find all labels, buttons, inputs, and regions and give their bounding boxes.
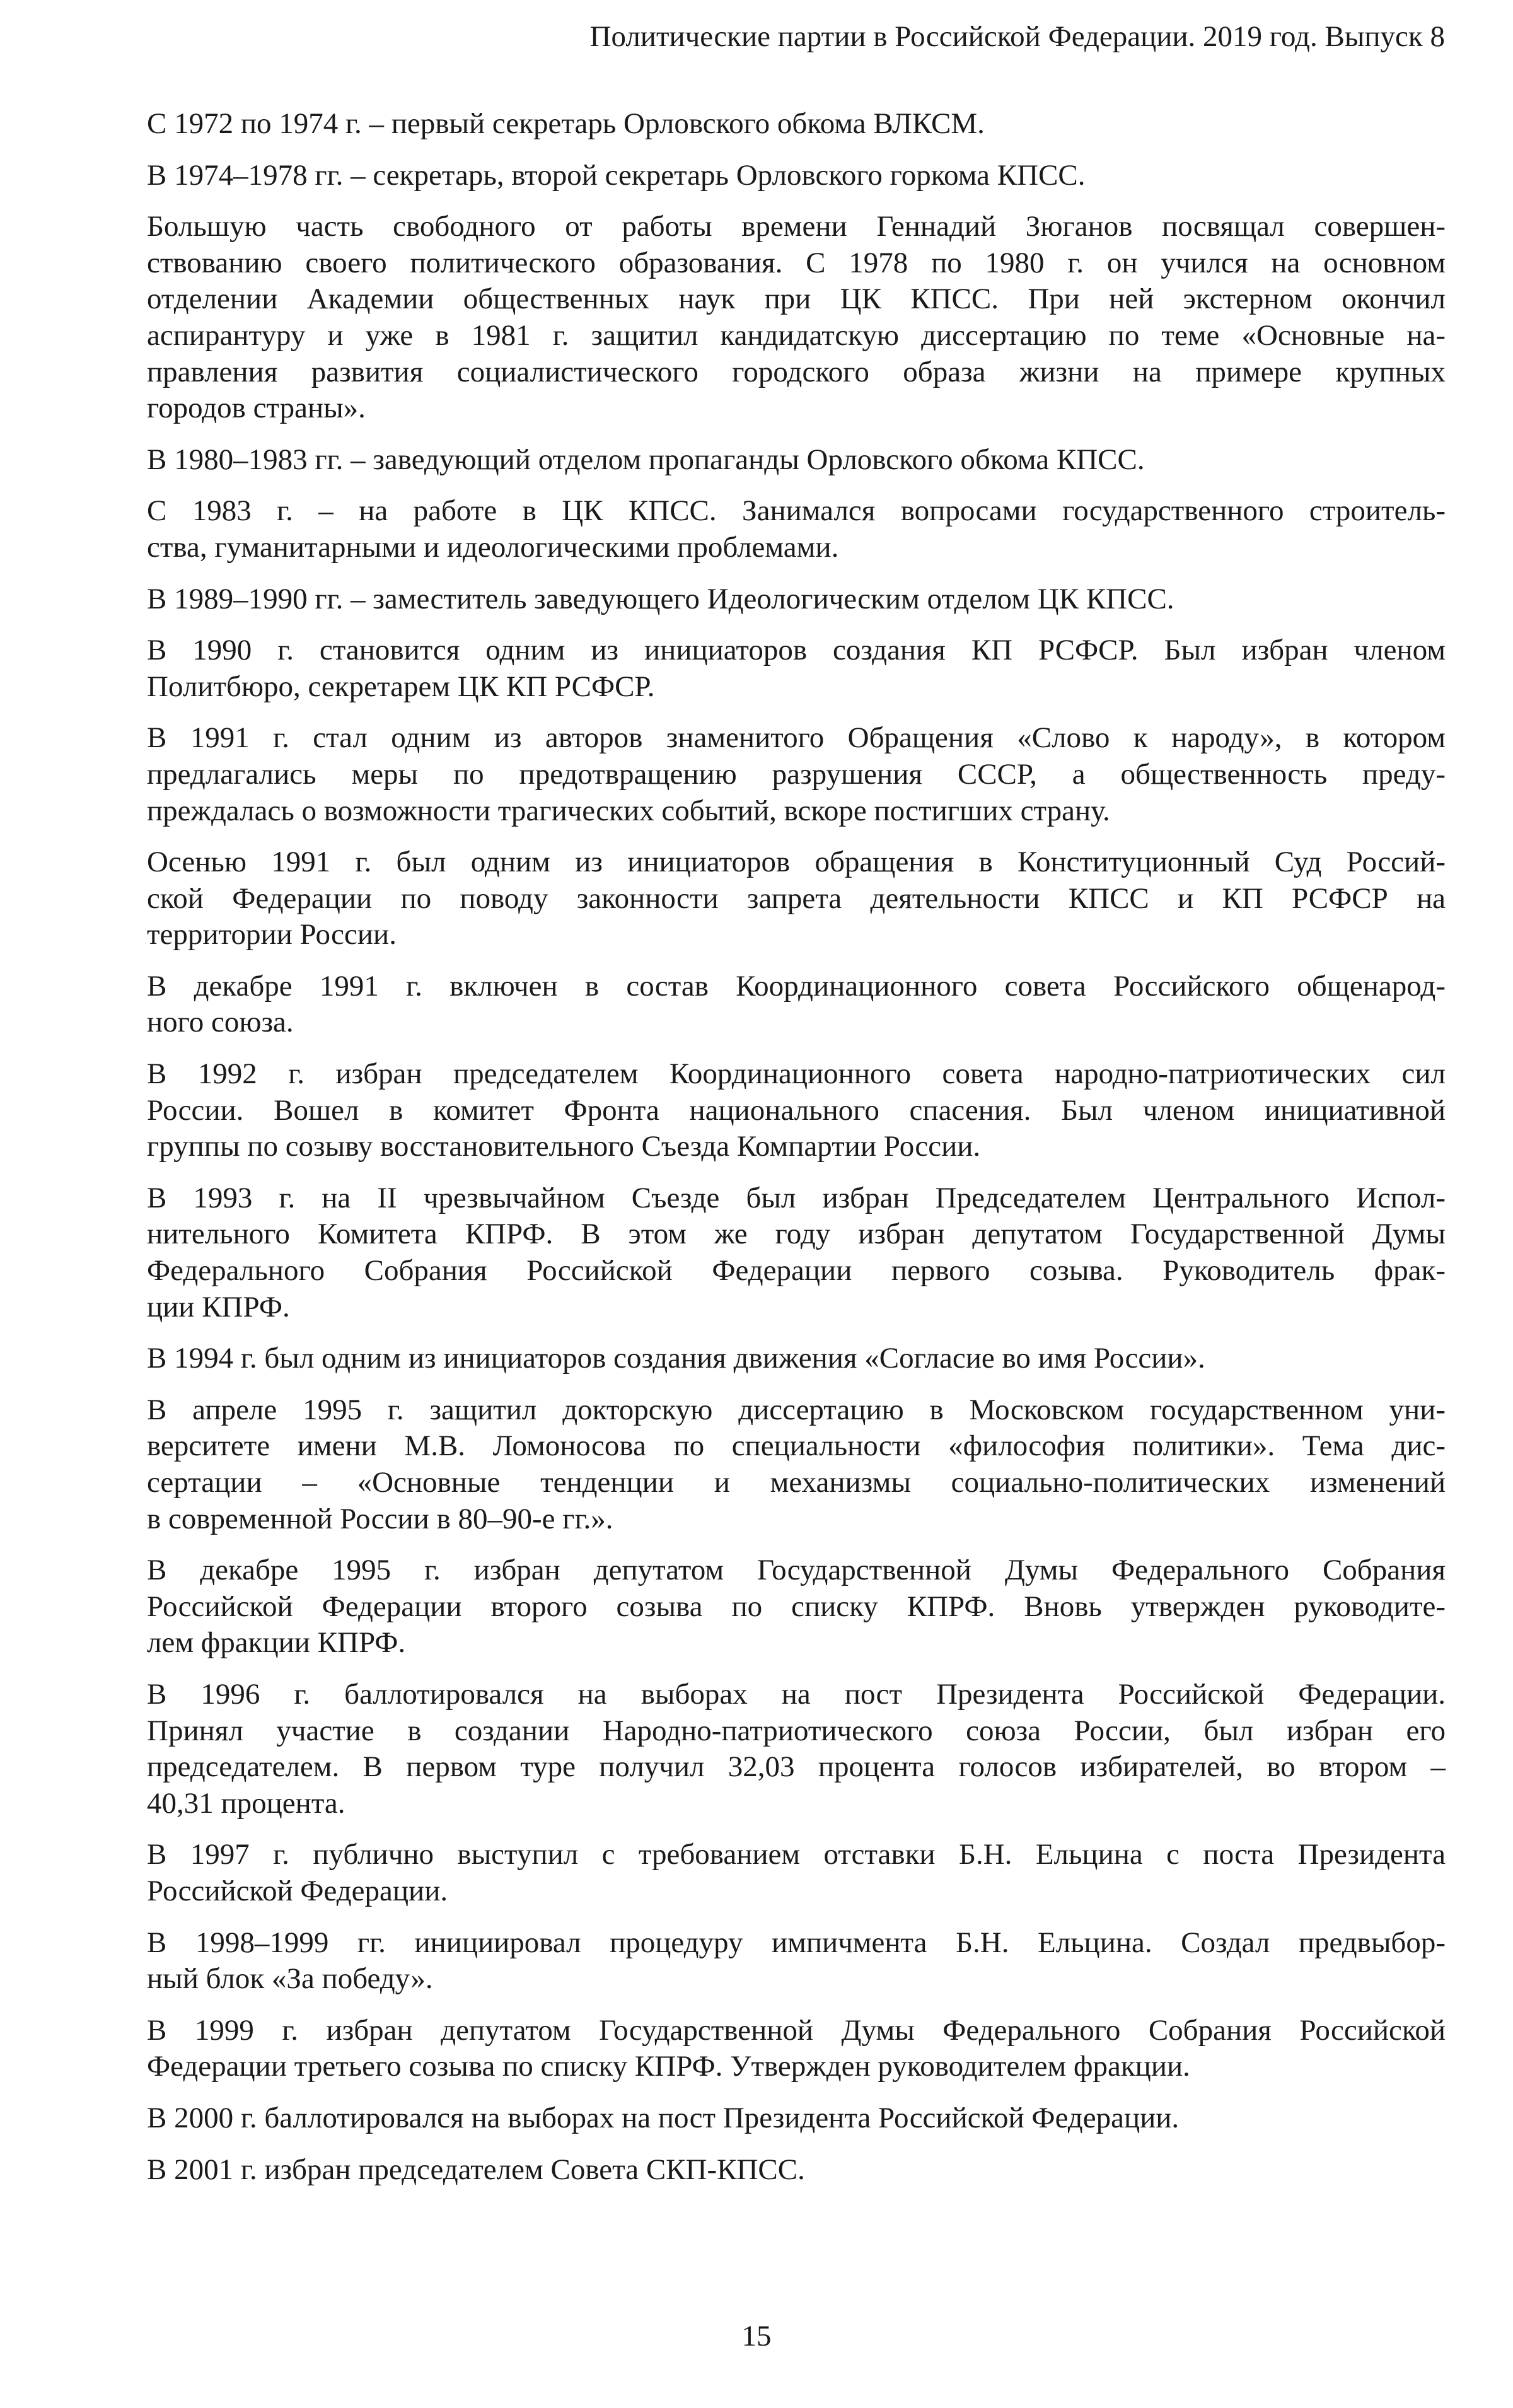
- text-line: отделении Академии общественных наук при ЦК КПСС. При ней экстерном окончил: [147, 282, 1446, 316]
- paragraph: [147, 158, 1446, 194]
- text-line: в современной России в 80–90-е гг.».: [147, 1502, 613, 1535]
- text-line: предлагались меры по предотвращению разрушения СССР, а общественность преду-: [147, 757, 1446, 791]
- text-line: В 1994 г. был одним из инициаторов создания движения «Согласие во имя России».: [147, 1342, 1205, 1375]
- text-line: территории России.: [147, 918, 397, 951]
- paragraph: [147, 844, 1446, 953]
- text-line: В 1980–1983 гг. – заведующий отделом пропаганды Орловского обкома КПСС.: [147, 443, 1145, 476]
- text-line: ской Федерации по поводу законности запрета деятельности КПСС и КП РСФСР на: [147, 881, 1446, 915]
- running-header: Политические партии в Российской Федерации. 2019 год. Выпуск 8: [589, 20, 1445, 53]
- text-line: Осенью 1991 г. был одним из инициаторов обращения в Конституционный Суд Россий-: [147, 846, 1446, 879]
- paragraph: [147, 1552, 1446, 1661]
- text-line: правления развития социалистического городского образа жизни на примере крупных: [147, 355, 1446, 388]
- paragraph: [147, 581, 1446, 618]
- text-line: Российской Федерации.: [147, 1874, 448, 1907]
- paragraph: [147, 209, 1446, 427]
- paragraph: [147, 1056, 1446, 1165]
- text-line: верситете имени М.В. Ломоносова по специальности «философия политики». Тема дис-: [147, 1429, 1446, 1463]
- text-line: Российской Федерации второго созыва по списку КПРФ. Вновь утвержден руководите-: [147, 1590, 1446, 1623]
- text-line: председателем. В первом туре получил 32,03 процента голосов избирателей, во втором –: [147, 1750, 1446, 1784]
- paragraph: [147, 1925, 1446, 1998]
- text-line: ции КПРФ.: [147, 1290, 290, 1323]
- paragraph: [147, 2152, 1446, 2189]
- text-line: В 1993 г. на II чрезвычайном Съезде был избран Председателем Центрального Испол-: [147, 1181, 1446, 1214]
- paragraph: [147, 1341, 1446, 1377]
- text-line: В 1990 г. становится одним из инициаторов создания КП РСФСР. Был избран членом: [147, 634, 1446, 667]
- text-line: В 2001 г. избран председателем Совета СКП-КПСС.: [147, 2153, 805, 2186]
- text-line: ствованию своего политического образования. С 1978 по 1980 г. он учился на основном: [147, 246, 1446, 279]
- text-line: В апреле 1995 г. защитил докторскую диссертацию в Московском государственном уни-: [147, 1393, 1446, 1426]
- text-line: лем фракции КПРФ.: [147, 1626, 406, 1660]
- text-line: группы по созыву восстановительного Съезда Компартии России.: [147, 1130, 981, 1163]
- text-line: С 1983 г. – на работе в ЦК КПСС. Занимался вопросами государственного строитель-: [147, 494, 1446, 528]
- text-line: нительного Комитета КПРФ. В этом же году избран депутатом Государственной Думы: [147, 1218, 1446, 1251]
- page-number: 15: [741, 2320, 772, 2353]
- paragraph: [147, 2013, 1446, 2085]
- text-line: ный блок «За победу».: [147, 1962, 433, 1996]
- text-line: Федерации третьего созыва по списку КПРФ. Утвержден руководителем фракции.: [147, 2050, 1190, 2083]
- text-line: В 2000 г. баллотировался на выборах на пост Президента Российской Федерации.: [147, 2101, 1180, 2134]
- text-line: В 1992 г. избран председателем Координационного совета народно-патриотических сил: [147, 1057, 1446, 1091]
- paragraph: [147, 1180, 1446, 1325]
- paragraph: [147, 1392, 1446, 1537]
- text-line: В 1991 г. стал одним из авторов знаменитого Обращения «Слово к народу», в котором: [147, 721, 1446, 755]
- text-line: городов страны».: [147, 392, 366, 425]
- text-line: ства, гуманитарными и идеологическими проблемами.: [147, 530, 839, 564]
- text-line: России. Вошел в комитет Фронта национального спасения. Был членом инициативной: [147, 1093, 1446, 1127]
- paragraph: [147, 1677, 1446, 1822]
- paragraph: [147, 720, 1446, 829]
- text-line: ного союза.: [147, 1006, 294, 1039]
- text-line: преждалась о возможности трагических событий, вскоре постигших страну.: [147, 794, 1110, 827]
- text-line: В декабре 1995 г. избран депутатом Государственной Думы Федерального Собрания: [147, 1554, 1446, 1587]
- text-line: В 1999 г. избран депутатом Государственной Думы Федерального Собрания Российской: [147, 2013, 1446, 2047]
- paragraph: [147, 106, 1446, 143]
- text-line: Федерального Собрания Российской Федерации первого созыва. Руководитель фрак-: [147, 1254, 1446, 1288]
- paragraph: [147, 1837, 1446, 1909]
- text-line: В 1974–1978 гг. – секретарь, второй секретарь Орловского горкома КПСС.: [147, 158, 1086, 192]
- text-line: 40,31 процента.: [147, 1786, 345, 1820]
- paragraph: [147, 632, 1446, 705]
- text-line: В 1989–1990 гг. – заместитель заведующего Идеологическим отделом ЦК КПСС.: [147, 582, 1174, 615]
- text-line: С 1972 по 1974 г. – первый секретарь Орловского обкома ВЛКСМ.: [147, 107, 985, 140]
- text-line: Большую часть свободного от работы времени Геннадий Зюганов посвящал совершен-: [147, 210, 1446, 243]
- text-line: В декабре 1991 г. включен в состав Координационного совета Российского общенарод-: [147, 969, 1446, 1003]
- page-body: [147, 106, 1446, 2203]
- paragraph: [147, 442, 1446, 479]
- text-line: Политбюро, секретарем ЦК КП РСФСР.: [147, 670, 655, 703]
- text-line: В 1998–1999 гг. инициировал процедуру импичмента Б.Н. Ельцина. Создал предвыбор-: [147, 1926, 1446, 1959]
- paragraph: [147, 2100, 1446, 2137]
- text-line: Принял участие в создании Народно-патриотического союза России, был избран его: [147, 1714, 1446, 1747]
- paragraph: [147, 968, 1446, 1041]
- text-line: сертации – «Основные тенденции и механизмы социально-политических изменений: [147, 1466, 1446, 1499]
- text-line: В 1996 г. баллотировался на выборах на пост Президента Российской Федерации.: [147, 1677, 1446, 1711]
- text-line: аспирантуру и уже в 1981 г. защитил кандидатскую диссертацию по теме «Основные на-: [147, 318, 1446, 352]
- text-line: В 1997 г. публично выступил с требованием отставки Б.Н. Ельцина с поста Президента: [147, 1838, 1446, 1871]
- paragraph: [147, 493, 1446, 566]
